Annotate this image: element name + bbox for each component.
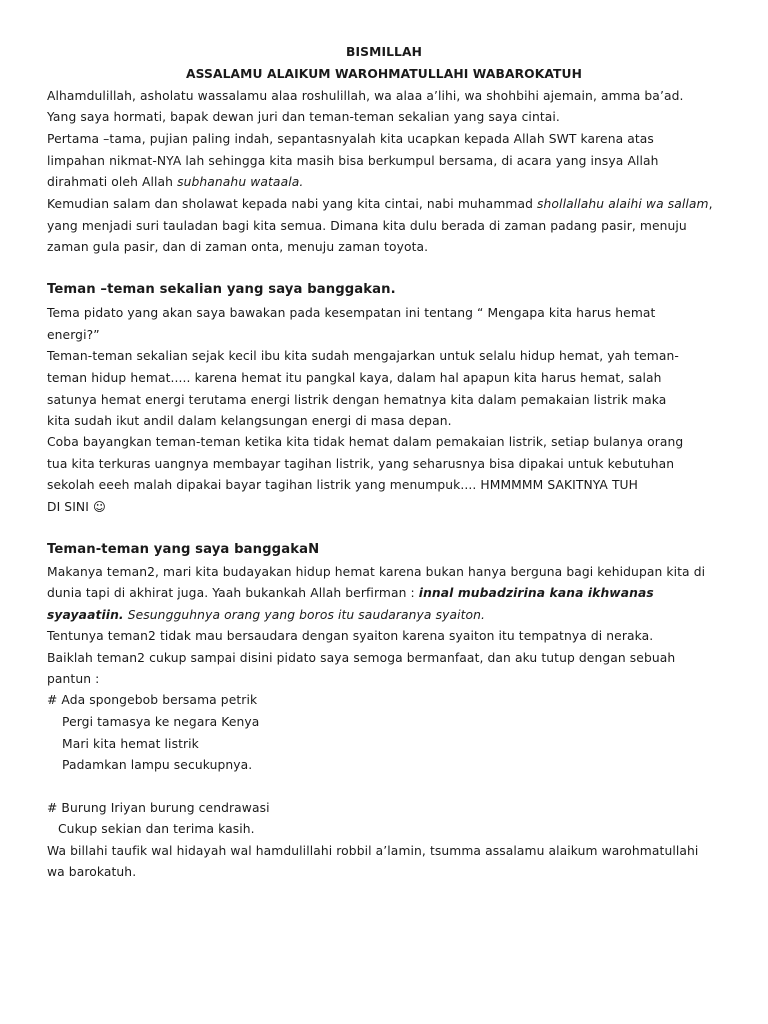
quote-arabic-part-1: innal mubadzirina kana ikhwanas bbox=[418, 586, 654, 600]
sholawat-comma: , bbox=[708, 197, 713, 211]
pantun-1-line-2: Pergi tamasya ke negara Kenya bbox=[62, 715, 260, 729]
paragraph-praise-line-3 bbox=[47, 174, 303, 190]
pantun-2-line-1: # Burung Iriyan burung cendrawasi bbox=[47, 801, 270, 815]
paragraph-bayangkan-line-3: sekolah eeeh malah dipakai bayar tagihan listrik yang menumpuk.... HMMMMM SAKITNYA TUH bbox=[47, 478, 639, 492]
title-bismillah: BISMILLAH bbox=[346, 45, 422, 59]
paragraph-greeting: Yang saya hormati, bapak dewan juri dan teman-teman sekalian yang saya cintai. bbox=[47, 110, 560, 124]
closing-line-1: Wa billahi taufik wal hidayah wal hamdulillahi robbil a’lamin, tsumma assalamu alaikum warohmatullahi bbox=[47, 844, 699, 858]
paragraph-budaya-line-3 bbox=[47, 607, 485, 623]
title-salam: ASSALAMU ALAIKUM WAROHMATULLAHI WABAROKATUH bbox=[186, 67, 582, 81]
paragraph-hemat-line-2: teman hidup hemat..... karena hemat itu pangkal kaya, dalam hal apapun kita harus hemat, salah bbox=[47, 371, 662, 385]
praise-text: dirahmati oleh Allah bbox=[47, 175, 178, 189]
pantun-1-line-4: Padamkan lampu secukupnya. bbox=[62, 758, 253, 772]
closing-line-2: wa barokatuh. bbox=[47, 865, 137, 879]
paragraph-hemat-line-3: satunya hemat energi terutama energi listrik dengan hematnya kita dalam pemakaian listrik maka bbox=[47, 393, 667, 407]
section-heading-2: Teman-teman yang saya banggakaN bbox=[47, 542, 320, 557]
paragraph-sholawat-line-3: zaman gula pasir, dan di zaman onta, menuju zaman toyota. bbox=[47, 240, 429, 254]
sholawat-italic: shollallahu alaihi wa sallam bbox=[537, 197, 709, 211]
paragraph-hemat-line-4: kita sudah ikut andil dalam kelangsungan energi di masa depan. bbox=[47, 414, 452, 428]
paragraph-bayangkan-line-4: DI SINI ☺ bbox=[47, 500, 106, 514]
quote-arabic-part-2: syayaatiin. bbox=[47, 608, 124, 622]
section-heading-1: Teman –teman sekalian yang saya banggakan. bbox=[47, 282, 396, 297]
paragraph-syaiton: Tentunya teman2 tidak mau bersaudara dengan syaiton karena syaiton itu tempatnya di neraka. bbox=[47, 629, 654, 643]
paragraph-sholawat-line-1 bbox=[47, 196, 713, 212]
paragraph-opening: Alhamdulillah, asholatu wassalamu alaa roshulillah, wa alaa a’lihi, wa shohbihi ajemain, amma ba’ad. bbox=[47, 89, 684, 103]
paragraph-bayangkan-line-2: tua kita terkuras uangnya membayar tagihan listrik, yang seharusnya bisa dipakai untuk kebutuhan bbox=[47, 457, 675, 471]
paragraph-penutup-line-1: Baiklah teman2 cukup sampai disini pidato saya semoga bermanfaat, dan aku tutup dengan sebuah bbox=[47, 651, 676, 665]
paragraph-budaya-line-2 bbox=[47, 585, 654, 601]
paragraph-bayangkan-line-1: Coba bayangkan teman-teman ketika kita tidak hemat dalam pemakaian listrik, setiap bulanya orang bbox=[47, 435, 684, 449]
paragraph-praise-line-1: Pertama –tama, pujian paling indah, sepantasnyalah kita ucapkan kepada Allah SWT karena atas bbox=[47, 132, 654, 146]
paragraph-praise-line-2: limpahan nikmat-NYA lah sehingga kita masih bisa berkumpul bersama, di acara yang insya Allah bbox=[47, 154, 659, 168]
pantun-2-line-2: Cukup sekian dan terima kasih. bbox=[58, 822, 255, 836]
paragraph-budaya-line-1: Makanya teman2, mari kita budayakan hidup hemat karena bukan hanya berguna bagi kehidupan kita di bbox=[47, 565, 706, 579]
paragraph-theme-line-1: Tema pidato yang akan saya bawakan pada kesempatan ini tentang “ Mengapa kita harus hemat bbox=[47, 306, 656, 320]
praise-italic: subhanahu wataala. bbox=[177, 175, 304, 189]
quote-translation: Sesungguhnya orang yang boros itu saudaranya syaiton. bbox=[123, 608, 486, 622]
paragraph-theme-line-2: energi?” bbox=[47, 328, 100, 342]
budaya-text: dunia tapi di akhirat juga. Yaah bukankah Allah berfirman : bbox=[47, 586, 419, 600]
paragraph-sholawat-line-2: yang menjadi suri tauladan bagi kita semua. Dimana kita dulu berada di zaman padang pasir, menuju bbox=[47, 219, 687, 233]
pantun-1-line-3: Mari kita hemat listrik bbox=[62, 737, 199, 751]
paragraph-penutup-line-2: pantun : bbox=[47, 672, 100, 686]
paragraph-hemat-line-1: Teman-teman sekalian sejak kecil ibu kita sudah mengajarkan untuk selalu hidup hemat, yah teman- bbox=[47, 349, 679, 363]
sholawat-text: Kemudian salam dan sholawat kepada nabi yang kita cintai, nabi muhammad bbox=[47, 197, 538, 211]
pantun-1-line-1: # Ada spongebob bersama petrik bbox=[47, 693, 258, 707]
